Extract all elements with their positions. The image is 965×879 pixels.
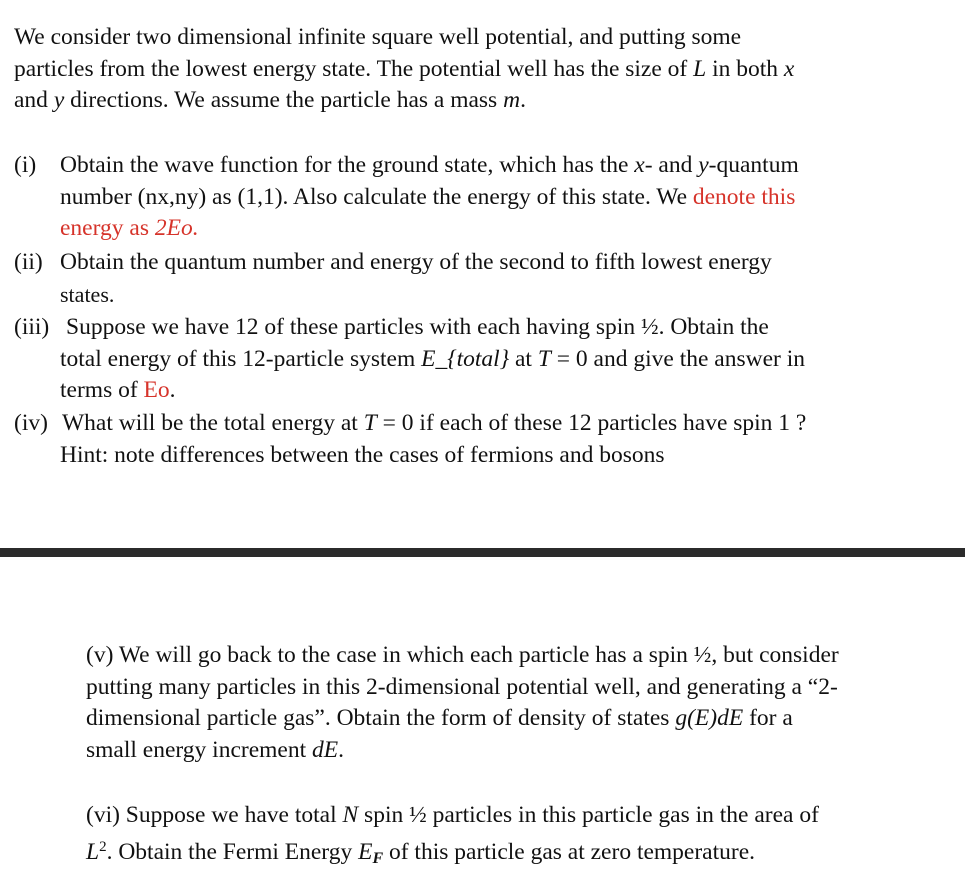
question-iii-line-3: terms of Eo. — [60, 377, 176, 403]
highlight-Eo: Eo — [143, 377, 170, 403]
highlight-denote-this: denote this — [692, 183, 796, 210]
question-v-line-1: (v) We will go back to the case in which each particle has a spin ½, but consider — [86, 642, 839, 668]
question-vi — [86, 800, 819, 867]
question-v-line-4: small energy increment dE. — [86, 736, 344, 763]
question-ii-line-1: (ii) Obtain the quantum number and energy of the second to fifth lowest energy — [14, 247, 772, 279]
question-iii — [14, 312, 805, 407]
var-L: L — [693, 55, 707, 82]
question-iv-line-1: (iv) What will be the total energy at T = 0 if each of these 12 particles have spin 1 ? — [14, 408, 806, 440]
question-v-line-2: putting many particles in this 2-dimensional potential well, and generating a “2- — [86, 673, 838, 700]
var-N: N — [342, 802, 359, 828]
intro-line-3: and y directions. We assume the particle has a mass m. — [14, 87, 526, 113]
intro-line-1: We consider two dimensional infinite square well potential, and putting some — [14, 24, 742, 50]
var-L-squared: L — [86, 838, 100, 865]
var-y: y — [53, 87, 65, 113]
question-vi-line-2: $L^2$. Obtain the Fermi Energy $E_F$ of this particle gas at zero temperature. — [86, 838, 756, 867]
question-iv-label: (iv) — [14, 410, 48, 436]
question-i-line-2: number (nx,ny) as (1,1). Also calculate the energy of this state. We denote this — [60, 183, 796, 210]
section-divider — [0, 548, 965, 557]
question-iii-label: (iii) — [14, 314, 50, 340]
question-iv — [14, 408, 806, 471]
question-iii-line-2: total energy of this 12-particle system E_{total} at T = 0 and give the answer in — [60, 345, 805, 372]
var-x: x — [783, 55, 795, 82]
question-v — [86, 640, 839, 766]
question-v-line-3: dimensional particle gas”. Obtain the form of density of states g(E)dE for a — [86, 705, 793, 731]
question-ii — [14, 247, 772, 310]
question-ii-line-2: states. — [60, 281, 115, 307]
question-i-line-1: (i) Obtain the wave function for the ground state, which has the x- and y-quantum — [14, 150, 799, 182]
var-dE: dE — [312, 736, 339, 763]
intro-paragraph — [14, 22, 794, 117]
question-iv-hint: Hint: note differences between the cases of fermions and bosons — [60, 441, 665, 468]
highlight-2Eo: 2Eo. — [154, 215, 199, 241]
var-fermi-energy: E — [358, 838, 373, 865]
question-i — [14, 150, 799, 245]
question-iii-line-1: (iii) Suppose we have 12 of these particles with each having spin ½. Obtain the — [14, 312, 805, 344]
question-i-label: (i) — [14, 152, 37, 178]
question-vi-line-1: (vi) Suppose we have total N spin ½ particles in this particle gas in the area of — [86, 802, 819, 828]
question-ii-label: (ii) — [14, 249, 43, 275]
superscript-2: 2 — [99, 838, 107, 855]
var-gE-dE: g(E)dE — [675, 705, 744, 731]
var-etotal: E_{total} — [421, 345, 510, 372]
subscript-F: F — [372, 849, 384, 867]
intro-line-2: particles from the lowest energy state. The potential well has the size of L in both x — [14, 55, 795, 82]
question-i-line-3: energy as 2Eo. — [60, 215, 199, 241]
var-m: m — [503, 87, 521, 113]
